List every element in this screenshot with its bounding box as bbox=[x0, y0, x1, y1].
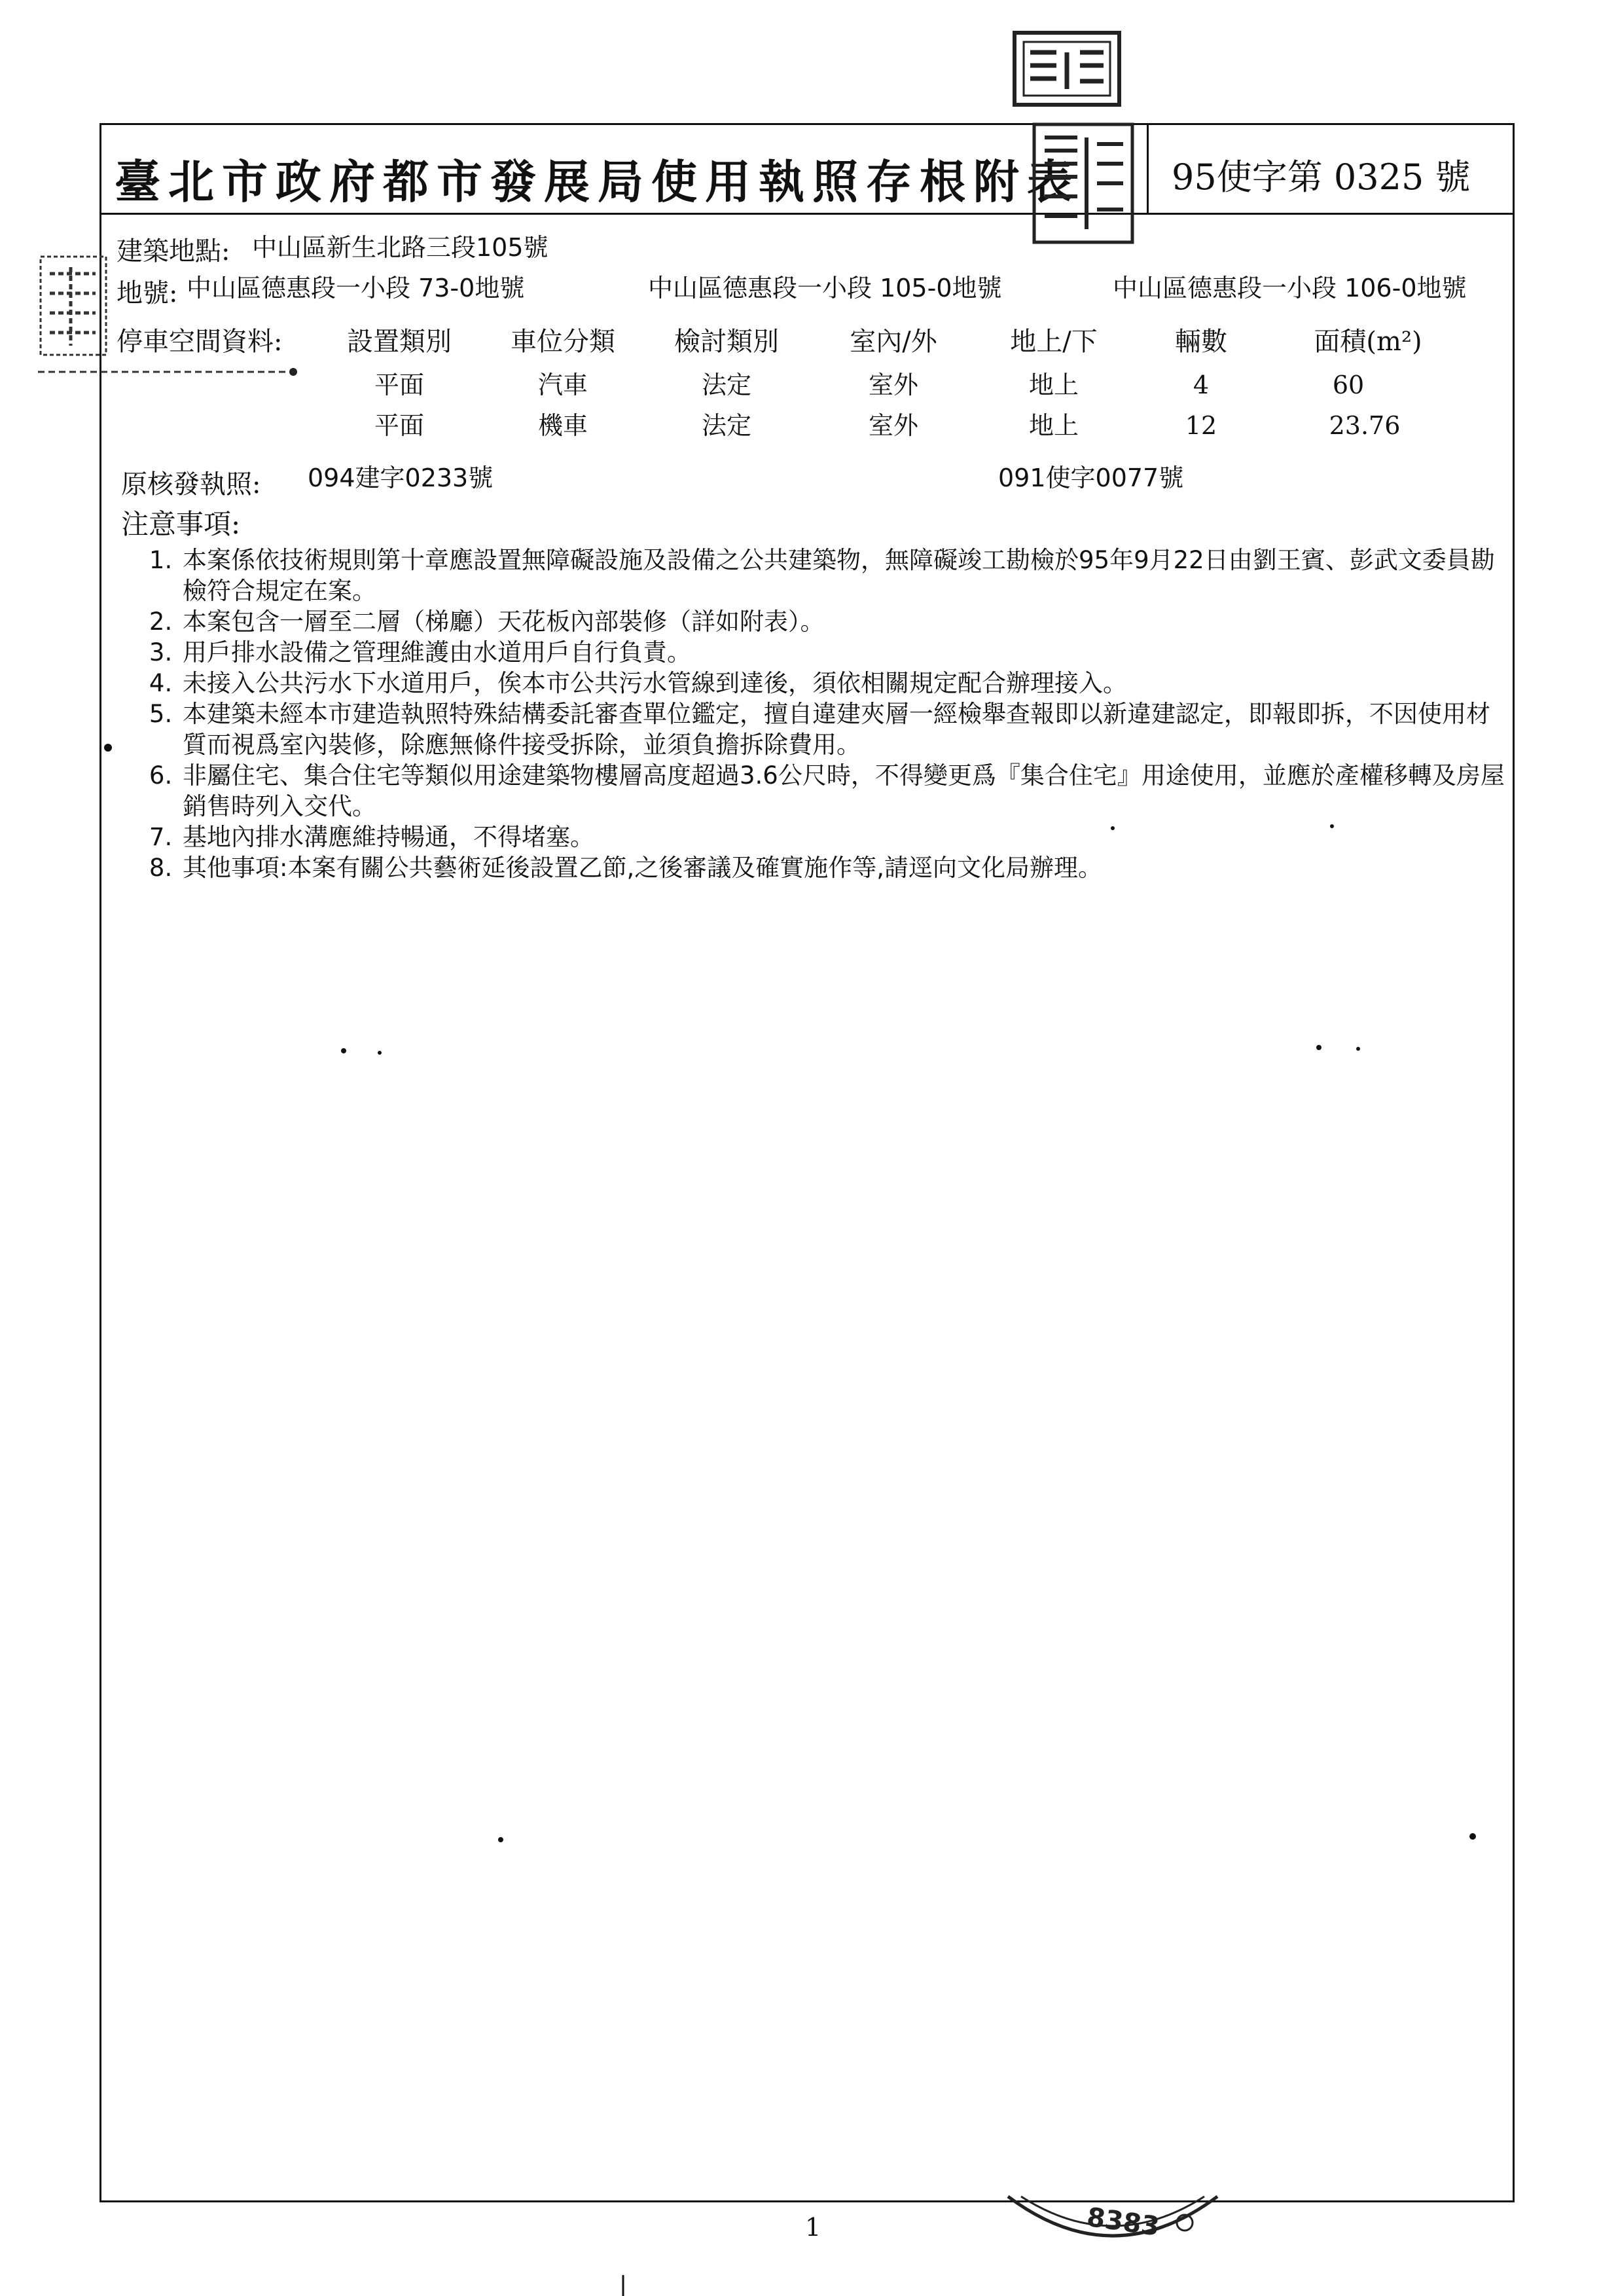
note-item: 6. 非屬住宅、集合住宅等類似用途建築物樓層高度超過3.6公尺時，不得變更爲『集合住宅』用途使用，並應於產權移轉及房屋銷售時列入交代。 bbox=[180, 760, 1509, 822]
stamp-number: 8383 bbox=[1085, 2202, 1162, 2242]
parking-cell: 法定 bbox=[701, 411, 751, 440]
parking-cell: 12 bbox=[1185, 411, 1217, 440]
parking-header-review: 檢討類別 bbox=[674, 327, 779, 357]
parking-header-level: 地上/下 bbox=[1010, 327, 1098, 357]
parking-cell: 4 bbox=[1193, 371, 1210, 399]
parking-header-count: 輛數 bbox=[1175, 327, 1227, 357]
parking-cell: 室外 bbox=[868, 411, 918, 440]
parking-header-type: 設置類別 bbox=[347, 327, 452, 357]
parking-cell: 23.76 bbox=[1329, 411, 1401, 440]
parking-header-indoor: 室內/外 bbox=[850, 327, 937, 357]
note-item: 5. 本建築未經本市建造執照特殊結構委託審查單位鑑定，擅自違建夾層一經檢舉查報即以新違建認定，即報即拆，不因使用材質而視爲室內裝修，除應無條件接受拆除，並須負擔拆除費用。 bbox=[180, 699, 1509, 760]
parking-cell: 機車 bbox=[537, 411, 588, 440]
original-building-permit: 094建字0233號 bbox=[308, 464, 494, 492]
bottom-seal-stamp bbox=[1001, 2190, 1224, 2249]
original-use-permit: 091使字0077號 bbox=[998, 464, 1184, 492]
note-item: 1. 本案係依技術規則第十章應設置無障礙設施及設備之公共建築物，無障礙竣工勘檢於95年9月22日由劉王賓、彭武文委員勘檢符合規定在案。 bbox=[180, 545, 1509, 606]
permit-number: 95使字第 0325 號 bbox=[1172, 156, 1471, 198]
lot-number-1: 中山區德惠段一小段 73-0地號 bbox=[187, 274, 525, 302]
parking-header-category: 車位分類 bbox=[511, 327, 615, 357]
parking-cell: 室外 bbox=[868, 371, 918, 399]
parking-cell: 平面 bbox=[374, 371, 424, 399]
lot-number-2: 中山區德惠段一小段 105-0地號 bbox=[648, 274, 1002, 302]
notes-title: 注意事項: bbox=[121, 508, 241, 540]
page-number: 1 bbox=[805, 2213, 821, 2242]
note-item: 2. 本案包含一層至二層（梯廳）天花板內部裝修（詳如附表）。 bbox=[180, 606, 1509, 637]
document-title: 臺北市政府都市發展局使用執照存根附表 bbox=[115, 155, 1081, 209]
address-label: 建築地點: bbox=[117, 236, 230, 266]
note-item: 8. 其他事項:本案有關公共藝術延後設置乙節,之後審議及確實施作等,請逕向文化局辦理。 bbox=[180, 852, 1509, 883]
note-item: 7. 基地內排水溝應維持暢通，不得堵塞。 bbox=[180, 822, 1509, 852]
site-address: 中山區新生北路三段105號 bbox=[252, 233, 548, 262]
note-item: 4. 未接入公共污水下水道用戶，俟本市公共污水管線到達後，須依相關規定配合辦理接入。 bbox=[180, 668, 1509, 699]
parking-cell: 地上 bbox=[1028, 411, 1079, 440]
parking-cell: 法定 bbox=[701, 371, 751, 399]
original-permit-label: 原核發執照: bbox=[121, 469, 261, 500]
lot-label: 地號: bbox=[117, 278, 178, 308]
parking-cell: 平面 bbox=[374, 411, 424, 440]
parking-cell: 60 bbox=[1332, 371, 1365, 399]
parking-header-area: 面積(m²) bbox=[1314, 327, 1422, 357]
parking-cell: 汽車 bbox=[537, 371, 588, 399]
note-item: 3. 用戶排水設備之管理維護由水道用戶自行負責。 bbox=[180, 637, 1509, 668]
parking-cell: 地上 bbox=[1028, 371, 1079, 399]
lot-number-3: 中山區德惠段一小段 106-0地號 bbox=[1113, 274, 1467, 302]
parking-label: 停車空間資料: bbox=[117, 327, 283, 357]
